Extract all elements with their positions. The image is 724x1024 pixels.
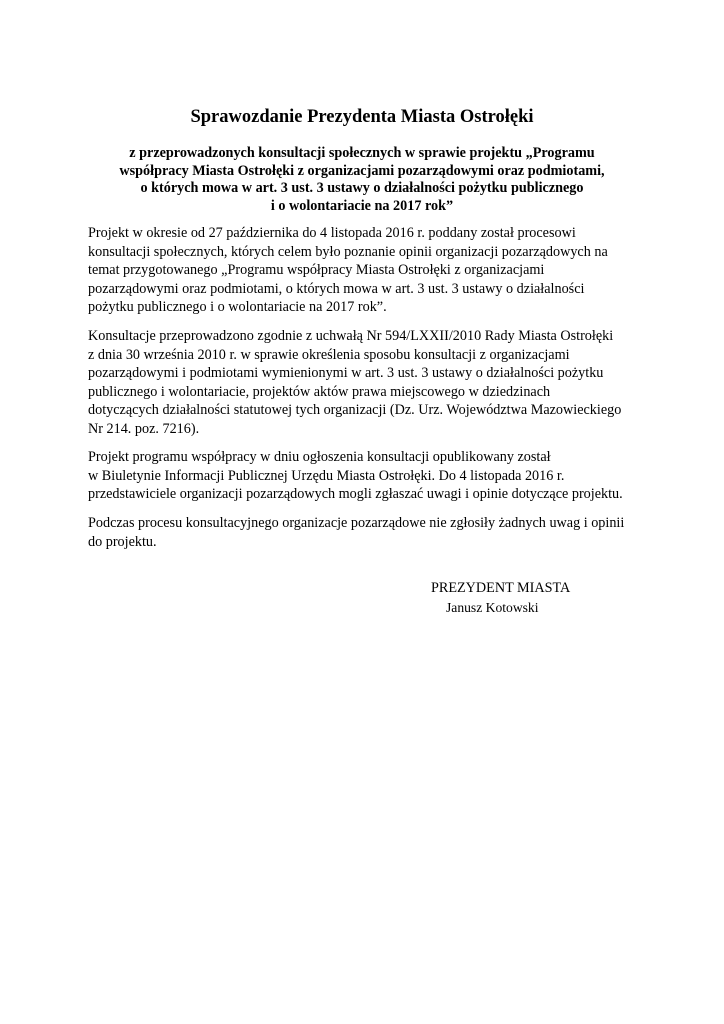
paragraph-line: w Biuletynie Informacji Publicznej Urzędu Miasta Ostrołęki. Do 4 listopada 2016 r. (88, 467, 565, 484)
paragraph-publication (88, 448, 648, 504)
document-title: Sprawozdanie Prezydenta Miasta Ostrołęki (190, 107, 534, 127)
paragraph-line: temat przygotowanego „Programu współpracy Miasta Ostrołęki z organizacjami (88, 262, 545, 279)
paragraph-line: Podczas procesu konsultacyjnego organizacje pozarządowe nie zgłosiły żadnych uwag i opinii (88, 515, 625, 531)
signature-name: Janusz Kotowski (446, 600, 539, 615)
paragraph-result (88, 514, 648, 551)
paragraph-line: z dnia 30 września 2010 r. w sprawie określenia sposobu konsultacji z organizacjami (88, 346, 570, 363)
signature-role: PREZYDENT MIASTA (431, 580, 571, 596)
paragraph-line: Nr 214. poz. 7216). (88, 420, 200, 437)
paragraph-line: publicznego i wolontariacie, projektów aktów prawa miejscowego w dziedzinach (88, 383, 551, 400)
paragraph-line: konsultacji społecznych, których celem było poznanie opinii organizacji pozarządowych na (88, 243, 608, 260)
paragraph-line: pozarządowymi oraz podmiotami, o których mowa w art. 3 ust. 3 ustawy o działalności (88, 280, 585, 297)
subtitle-line: z przeprowadzonych konsultacji społecznych w sprawie projektu „Programu (129, 145, 595, 161)
paragraph-line: pozarządowymi i podmiotami wymienionymi w art. 3 ust. 3 ustawy o działalności pożytku (88, 365, 604, 382)
paragraph-line: Projekt w okresie od 27 października do 4 listopada 2016 r. poddany został procesowi (88, 225, 576, 241)
subtitle-line: i o wolontariacie na 2017 rok” (270, 197, 454, 214)
paragraph-legal-basis (88, 327, 648, 439)
subtitle-line: współpracy Miasta Ostrołęki z organizacjami pozarządowymi oraz podmiotami, (119, 162, 605, 179)
paragraph-line: Projekt programu współpracy w dniu ogłoszenia konsultacji opublikowany został (88, 449, 551, 465)
document-subtitle (80, 145, 644, 215)
paragraph-line: pożytku publicznego i o wolontariacie na 2017 rok”. (88, 299, 387, 316)
paragraph-line: dotyczących działalności statutowej tych organizacji (Dz. Urz. Województwa Mazowieckiego (88, 402, 622, 419)
paragraph-line: Konsultacje przeprowadzono zgodnie z uchwałą Nr 594/LXXII/2010 Rady Miasta Ostrołęki (88, 328, 614, 344)
paragraph-consultation-period (88, 224, 648, 317)
paragraph-line: przedstawiciele organizacji pozarządowych mogli zgłaszać uwagi i opinie dotyczące projektu. (88, 486, 623, 503)
paragraph-line: do projektu. (88, 533, 157, 550)
subtitle-line: o których mowa w art. 3 ust. 3 ustawy o działalności pożytku publicznego (140, 180, 584, 196)
